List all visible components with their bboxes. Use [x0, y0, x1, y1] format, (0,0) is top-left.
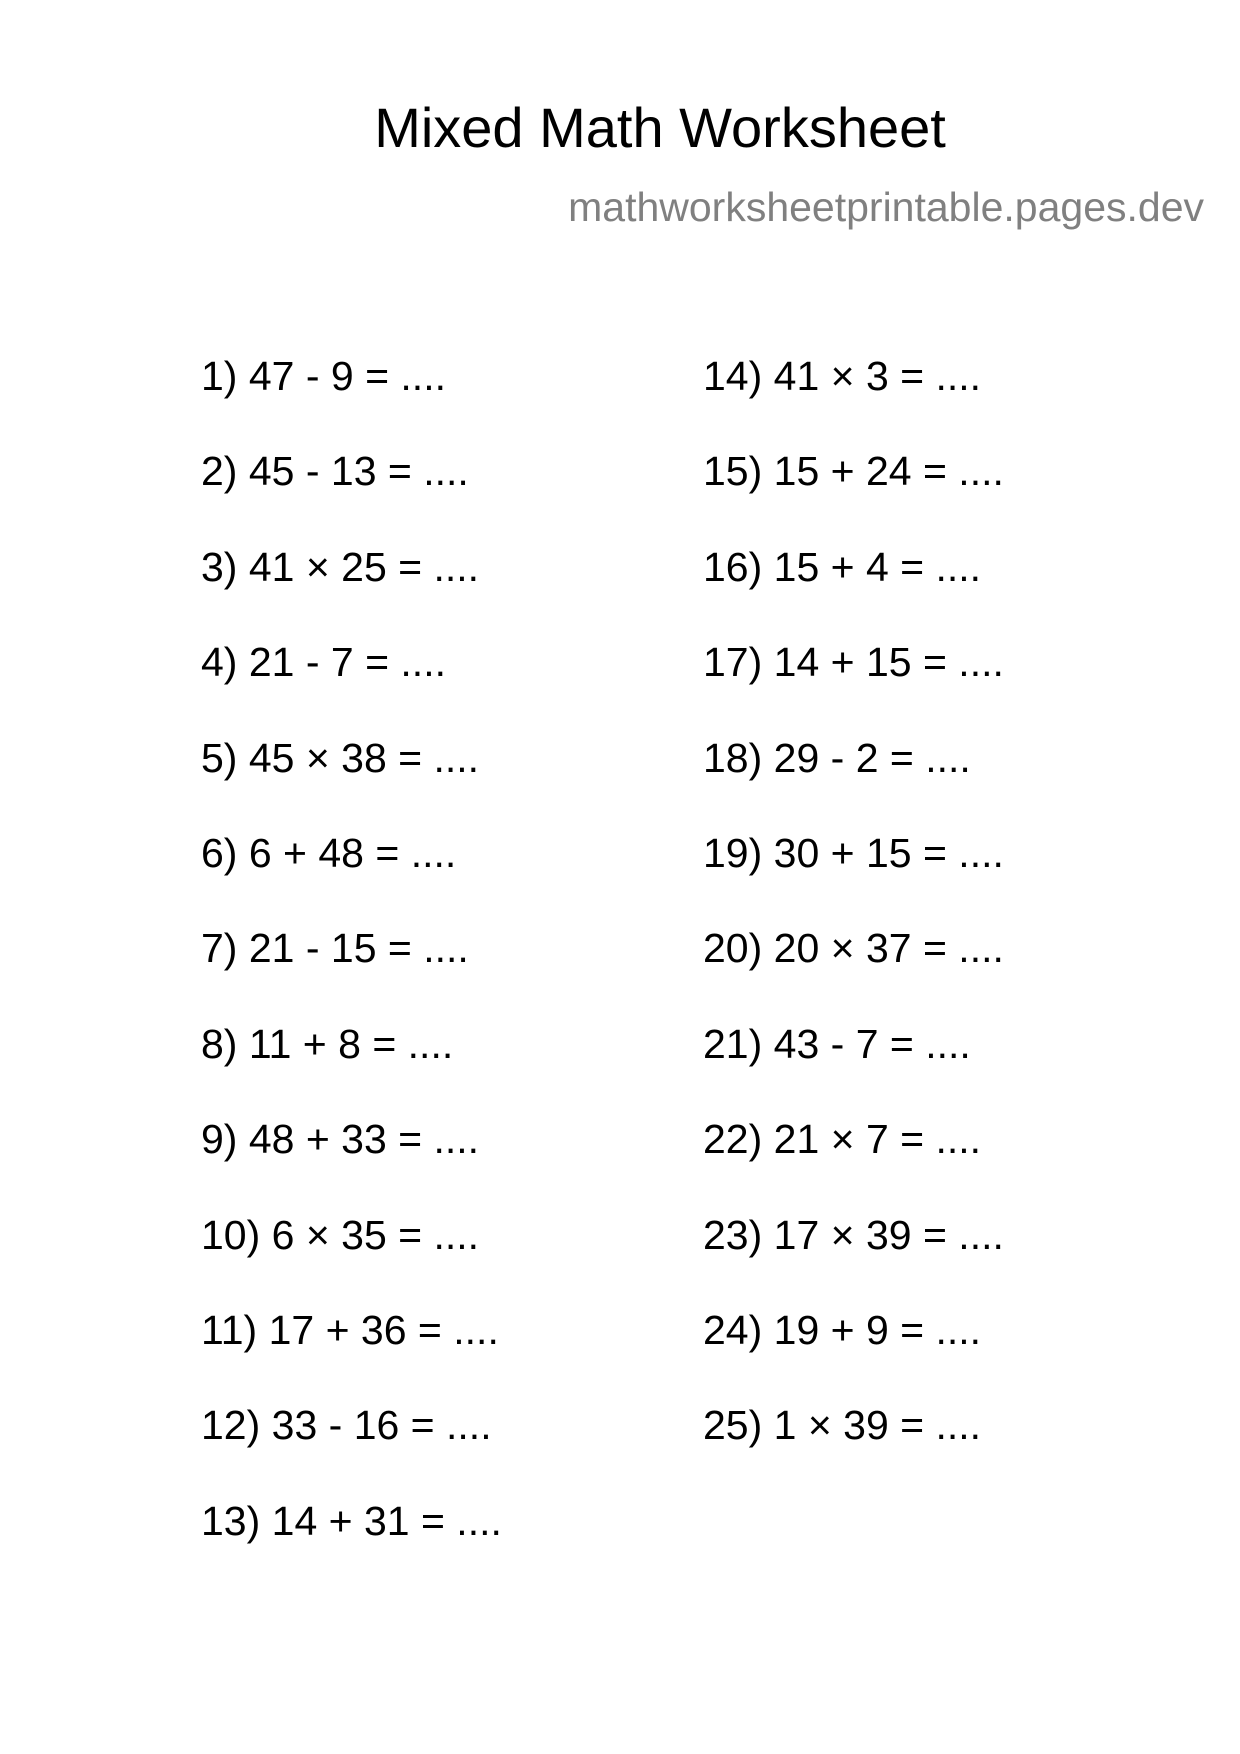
- problem-item: 24) 19 + 9 = ....: [703, 1306, 982, 1353]
- problem-item: 11) 17 + 36 = ....: [201, 1306, 499, 1353]
- problem-item: 17) 14 + 15 = ....: [703, 639, 1004, 686]
- problem-item: 15) 15 + 24 = ....: [703, 448, 1004, 495]
- problem-item: 19) 30 + 15 = ....: [703, 829, 1004, 876]
- problem-item: 9) 48 + 33 = ....: [201, 1116, 480, 1163]
- problem-item: 6) 6 + 48 = ....: [201, 829, 457, 876]
- problem-item: 22) 21 × 7 = ....: [703, 1116, 982, 1163]
- problem-item: 14) 41 × 3 = ....: [703, 353, 982, 399]
- problem-item: 4) 21 - 7 = ....: [201, 639, 446, 686]
- problem-item: 12) 33 - 16 = ....: [201, 1402, 492, 1449]
- problem-item: 25) 1 × 39 = ....: [703, 1402, 982, 1449]
- problem-column-right: [703, 352, 1004, 1497]
- problem-item: 3) 41 × 25 = ....: [201, 543, 480, 590]
- problem-item: 5) 45 × 38 = ....: [201, 734, 480, 781]
- problem-item: 18) 29 - 2 = ....: [703, 734, 971, 781]
- problem-item: 2) 45 - 13 = ....: [201, 448, 469, 495]
- problem-item: 23) 17 × 39 = ....: [703, 1211, 1004, 1258]
- worksheet-title: Mixed Math Worksheet: [374, 96, 946, 159]
- problem-column-left: [201, 352, 502, 1592]
- problem-item: 1) 47 - 9 = ....: [201, 353, 446, 399]
- problem-item: 8) 11 + 8 = ....: [201, 1020, 454, 1067]
- problem-item: 7) 21 - 15 = ....: [201, 925, 469, 972]
- problem-item: 13) 14 + 31 = ....: [201, 1497, 502, 1544]
- source-url: mathworksheetprintable.pages.dev: [568, 184, 1204, 230]
- problem-item: 16) 15 + 4 = ....: [703, 543, 982, 590]
- problem-item: 10) 6 × 35 = ....: [201, 1211, 480, 1258]
- problem-item: 21) 43 - 7 = ....: [703, 1020, 971, 1067]
- problem-item: 20) 20 × 37 = ....: [703, 925, 1004, 972]
